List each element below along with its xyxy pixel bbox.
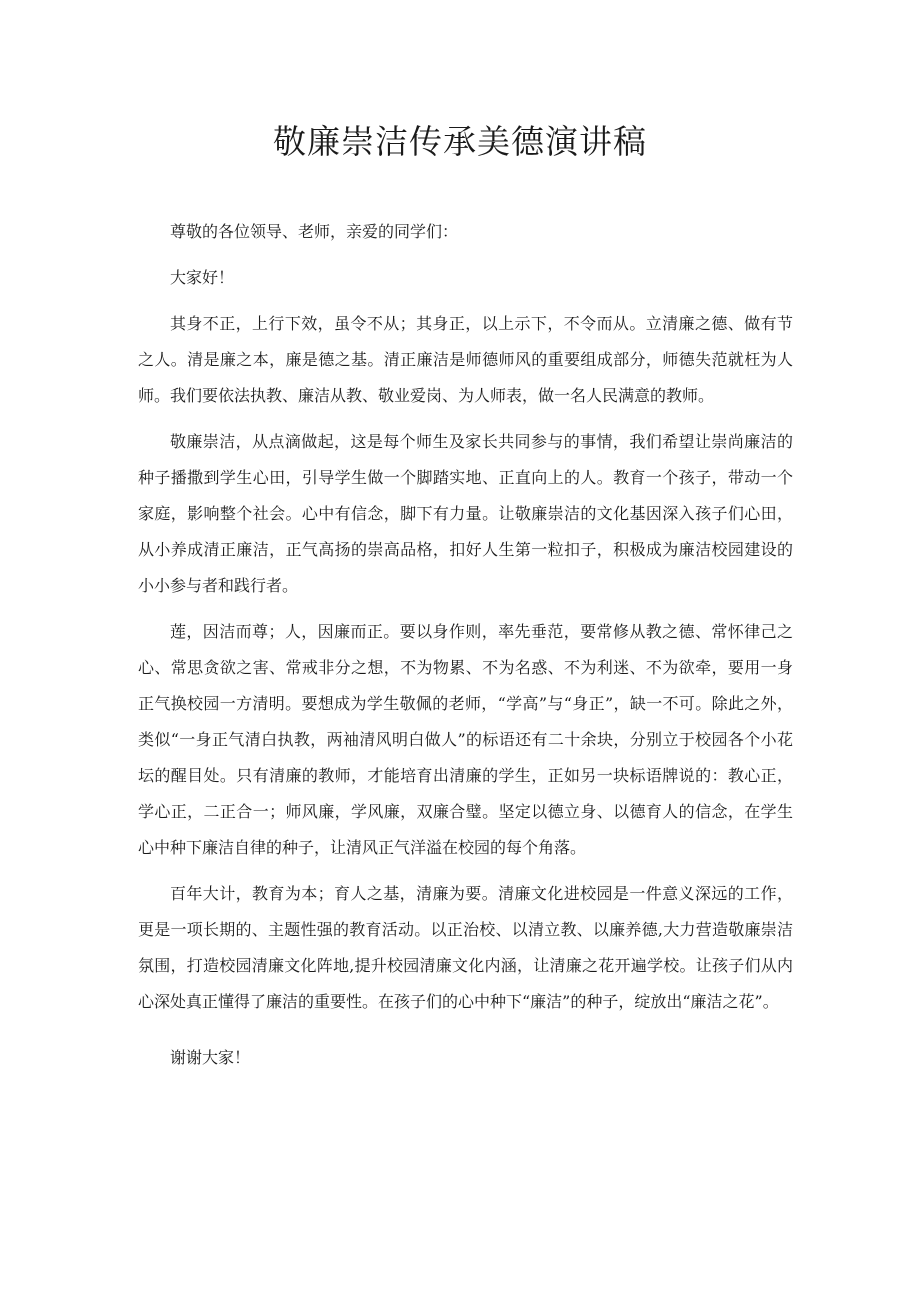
salutation: 尊敬的各位领导、老师，亲爱的同学们：	[170, 222, 459, 241]
paragraph-1: 其身不正，上行下效，虽令不从；其身正，以上示下，不令而从。立清廉之德、做有节之人。清是廉之本，廉是德之基。清正廉洁是师德师风的重要组成部分，师德失范就枉为人师。我们要依法执教、廉洁从教、敬业爱岗、为人师表，做一名人民满意的教师。	[138, 314, 793, 405]
paragraph-3: 莲，因洁而尊；人，因廉而正。要以身作则，率先垂范，要常修从教之德、常怀律己之心、常思贪欲之害、常戒非分之想，不为物累、不为名惑、不为利迷、不为欲牵，要用一身正气换校园一方清明。要想成为学生敬佩的老师，“学高”与“身正”，缺一不可。除此之外，类似“一身正气清白执教，两袖清风明白做人”的标语还有二十余块，分别立于校园各个小花坛的醒目处。只有清廉的教师，才能培育出清廉的学生，正如另一块标语牌说的：教心正，学心正，二正合一；师风廉，学风廉，双廉合璧。坚定以德立身、以德育人的信念，在学生心中种下廉洁自律的种子，让清风正气洋溢在校园的每个角落。	[138, 622, 793, 857]
closing: 谢谢大家！	[170, 1048, 251, 1067]
document-body	[138, 214, 793, 1076]
document-title: 敬廉崇洁传承美德演讲稿	[273, 122, 647, 161]
paragraph-4: 百年大计，教育为本；育人之基，清廉为要。清廉文化进校园是一件意义深远的工作，更是一项长期的、主题性强的教育活动。以正治校、以清立教、以廉养德,大力营造敬廉崇洁氛围，打造校园清廉文化阵地,提升校园清廉文化内涵，让清廉之花开遍学校。让孩子们从内心深处真正懂得了廉洁的重要性。在孩子们的心中种下“廉洁”的种子，绽放出“廉洁之花”。	[138, 884, 793, 1011]
greeting: 大家好！	[170, 268, 235, 287]
paragraph-2: 敬廉崇洁，从点滴做起，这是每个师生及家长共同参与的事情，我们希望让崇尚廉洁的种子播撒到学生心田，引导学生做一个脚踏实地、正直向上的人。教育一个孩子，带动一个家庭，影响整个社会。心中有信念，脚下有力量。让敬廉崇洁的文化基因深入孩子们心田，从小养成清正廉洁，正气高扬的崇高品格，扣好人生第一粒扣子，积极成为廉洁校园建设的小小参与者和践行者。	[138, 432, 793, 595]
